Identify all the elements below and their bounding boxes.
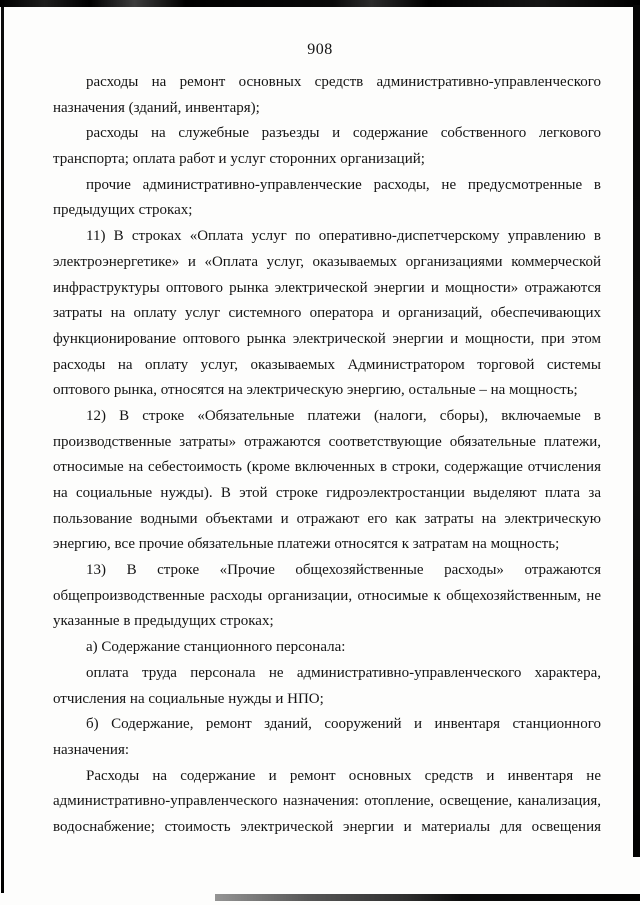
text-line: энергию, все прочие обязательные платежи относятся к затратам на мощность; xyxy=(53,536,560,553)
text-line: оптового рынка, относятся на электрическую энергию, остальные – на мощность; xyxy=(53,382,578,399)
scan-edge-bottom xyxy=(215,894,640,901)
text-line: б) Содержание, ремонт зданий, сооружений и инвентаря станционного xyxy=(86,716,601,733)
text-line: электроэнергетике» и «Оплата услуг, оказываемых организациями коммерческой xyxy=(53,253,601,270)
text-line: указанные в предыдущих строках; xyxy=(53,613,274,630)
text-line: производственные затраты» отражаются соответствующие обязательные платежи, xyxy=(53,433,601,450)
text-line: относимые на себестоимость (кроме включенных в строки, содержащие отчисления xyxy=(53,459,601,476)
paragraph xyxy=(53,712,601,763)
page-number: 908 xyxy=(307,41,333,58)
text-line: функционирование оптового рынка электрической энергии и мощности, при этом xyxy=(53,330,601,347)
paragraph xyxy=(53,121,601,172)
paragraph xyxy=(53,661,601,712)
text-line: расходы на ремонт основных средств административно-управленческого xyxy=(86,74,601,90)
paragraph xyxy=(53,173,601,224)
text-line: а) Содержание станционного персонала: xyxy=(86,639,346,656)
text-line: назначения (зданий, инвентаря); xyxy=(53,99,260,116)
paragraph xyxy=(53,70,601,121)
text-line: на социальные нужды). В этой строке гидроэлектростанции выделяют плата за xyxy=(53,485,601,501)
paragraph xyxy=(53,224,601,404)
scan-edge-top xyxy=(0,0,640,7)
text-line: 11) В строках «Оплата услуг по оперативно-диспетчерскому управлению в xyxy=(86,228,601,245)
text-line: затраты на оплату услуг системного оператора и организаций, обеспечивающих xyxy=(53,305,601,322)
text-line: назначения: xyxy=(53,741,130,758)
text-line: оплата труда персонала не административно-управленческого характера, xyxy=(86,664,601,681)
text-line: расходы на служебные разъезды и содержание собственного легкового xyxy=(86,125,601,142)
text-line: прочие административно-управленческие расходы, не предусмотренные в xyxy=(86,176,601,193)
document-body xyxy=(53,70,601,841)
paragraph xyxy=(53,558,601,635)
paragraph xyxy=(53,635,601,661)
text-line: 13) В строке «Прочие общехозяйственные расходы» отражаются xyxy=(86,562,601,579)
paragraph xyxy=(53,764,601,841)
paragraph xyxy=(53,404,601,558)
text-line: пользование водными объектами и отражают его как затраты на электрическую xyxy=(53,510,601,527)
text-line: предыдущих строках; xyxy=(53,202,193,219)
scan-edge-left xyxy=(1,7,4,893)
text-line: Расходы на содержание и ремонт основных средств и инвентаря не xyxy=(86,767,601,784)
scan-edge-right xyxy=(633,5,640,857)
text-line: общепроизводственные расходы организации, относимые к общехозяйственным, не xyxy=(53,587,601,604)
text-line: 12) В строке «Обязательные платежи (налоги, сборы), включаемые в xyxy=(86,407,601,424)
text-line: транспорта; оплата работ и услуг сторонних организаций; xyxy=(53,151,425,168)
text-line: административно-управленческого назначения: отопление, освещение, канализация, xyxy=(53,793,601,810)
text-line: инфраструктуры оптового рынка электрической энергии и мощности» отражаются xyxy=(53,279,601,296)
text-line: отчисления на социальные нужды и НПО; xyxy=(53,690,324,707)
text-line: водоснабжение; стоимость электрической энергии и материалы для освещения xyxy=(53,818,601,835)
text-line: расходы на оплату услуг, оказываемых Администратором торговой системы xyxy=(53,356,601,373)
